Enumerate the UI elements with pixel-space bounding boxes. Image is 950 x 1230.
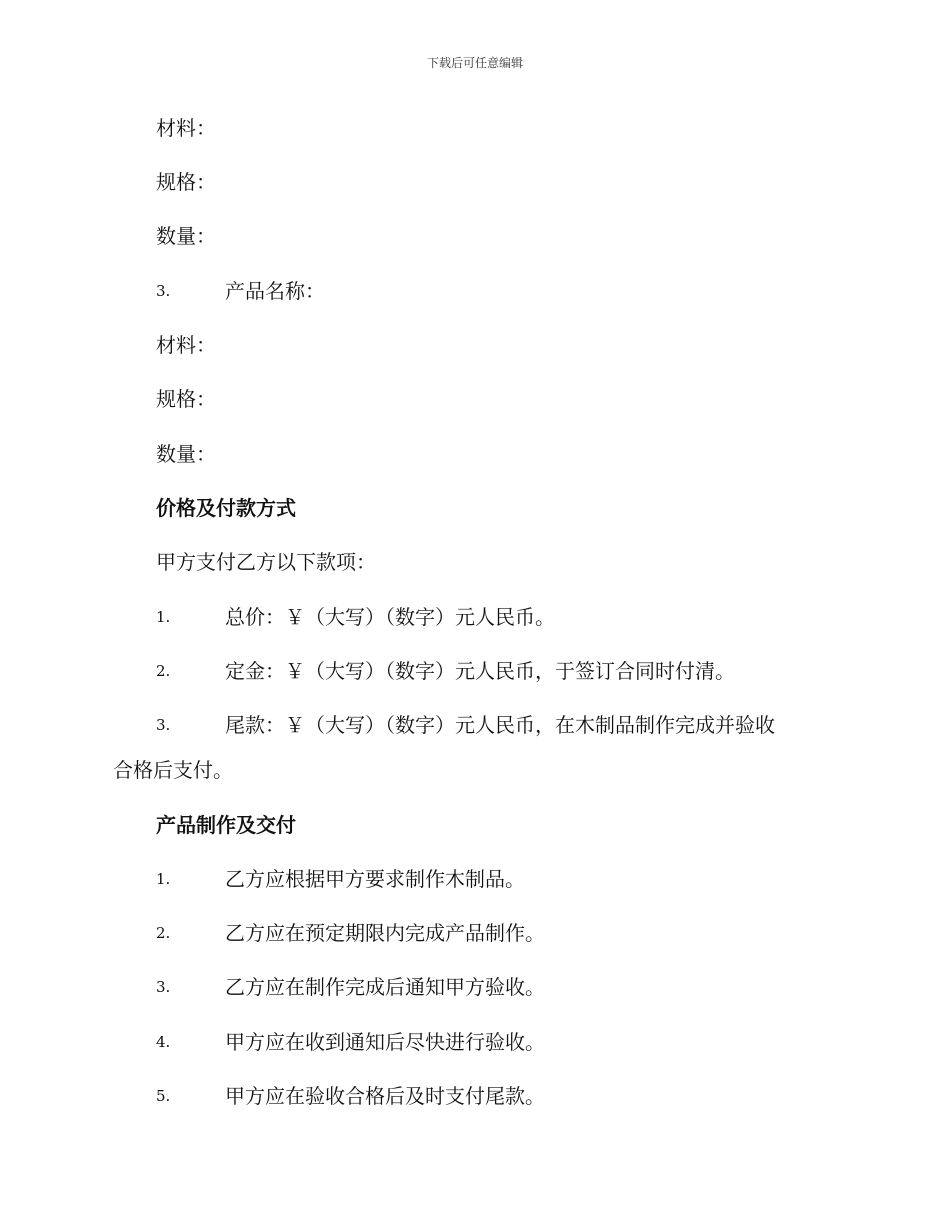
price-item-number: 3. (156, 716, 171, 734)
production-item-number: 5. (156, 1087, 171, 1105)
production-item-number: 3. (156, 978, 171, 996)
production-item-text: 甲方应在验收合格后及时支付尾款。 (225, 1084, 545, 1108)
production-section-heading: 产品制作及交付 (156, 813, 296, 837)
quantity-label: 数量： (156, 442, 216, 466)
price-item-number: 1. (156, 608, 171, 626)
production-item-text: 乙方应在制作完成后通知甲方验收。 (225, 975, 545, 999)
material-label: 材料： (156, 333, 216, 357)
product-3-number: 3. (156, 282, 171, 300)
price-item-text: 定金：￥（大写）（数字）元人民币，于签订合同时付清。 (225, 659, 735, 683)
price-item-continuation: 合格后支付。 (113, 758, 233, 782)
product-3-name-label: 产品名称： (225, 279, 325, 303)
material-label: 材料： (156, 116, 216, 140)
price-section-heading: 价格及付款方式 (156, 496, 296, 520)
page-header: 下载后可任意编辑 (426, 56, 523, 70)
production-item-number: 2. (156, 924, 171, 942)
production-item-text: 甲方应在收到通知后尽快进行验收。 (225, 1030, 545, 1054)
price-item-text: 尾款：￥（大写）（数字）元人民币，在木制品制作完成并验收 (225, 713, 775, 737)
production-item-text: 乙方应根据甲方要求制作木制品。 (225, 867, 525, 891)
price-item-number: 2. (156, 662, 171, 680)
production-item-number: 1. (156, 870, 171, 888)
price-item-text: 总价：￥（大写）（数字）元人民币。 (225, 605, 555, 629)
price-intro: 甲方支付乙方以下款项： (156, 550, 376, 574)
production-item-text: 乙方应在预定期限内完成产品制作。 (225, 921, 545, 945)
spec-label: 规格： (156, 170, 216, 194)
production-item-number: 4. (156, 1033, 171, 1051)
quantity-label: 数量： (156, 224, 216, 248)
spec-label: 规格： (156, 387, 216, 411)
